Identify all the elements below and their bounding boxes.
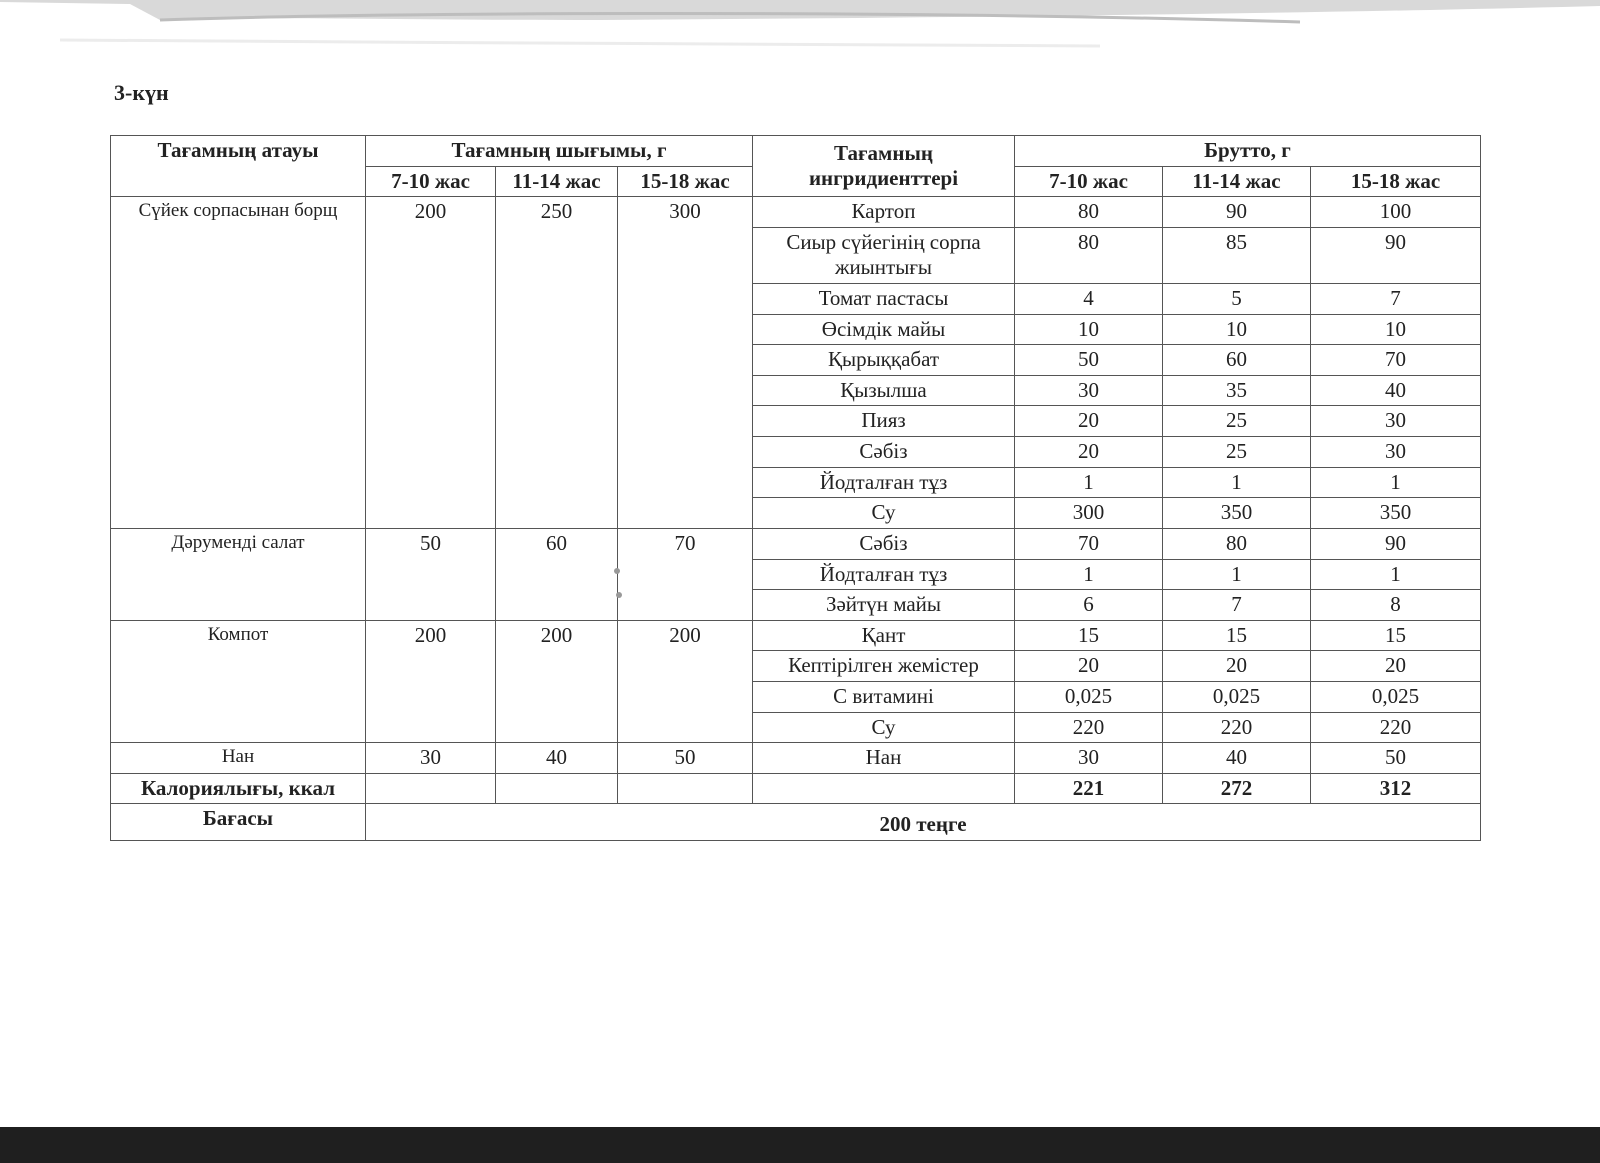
dish-yield: 200 bbox=[366, 620, 496, 742]
ingredient-gross: 8 bbox=[1311, 590, 1481, 621]
ingredient-name: Қызылша bbox=[753, 375, 1015, 406]
ingredient-gross: 20 bbox=[1015, 437, 1163, 468]
ingredient-gross: 4 bbox=[1015, 284, 1163, 315]
price-value: 200 теңге bbox=[366, 804, 1481, 841]
ingredient-name: Су bbox=[753, 712, 1015, 743]
gross-age-15-18: 15-18 жас bbox=[1311, 166, 1481, 197]
ingredient-name: Қант bbox=[753, 620, 1015, 651]
day-title: 3-күн bbox=[114, 80, 169, 105]
price-label: Бағасы bbox=[111, 804, 366, 841]
ingredient-name: Сиыр сүйегінің сорпа жиынтығы bbox=[753, 227, 1015, 283]
ingredient-name: Йодталған тұз bbox=[753, 559, 1015, 590]
ingredient-name: Пияз bbox=[753, 406, 1015, 437]
dish-yield: 50 bbox=[618, 743, 753, 774]
table-row bbox=[111, 197, 1481, 228]
ingredient-gross: 10 bbox=[1311, 314, 1481, 345]
dish-name: Сүйек сорпасынан борщ bbox=[111, 197, 366, 529]
ingredient-gross: 1 bbox=[1015, 559, 1163, 590]
ingredient-gross: 7 bbox=[1163, 590, 1311, 621]
ingredient-gross: 15 bbox=[1311, 620, 1481, 651]
header-row-1 bbox=[111, 136, 1481, 167]
table-row bbox=[111, 743, 1481, 774]
dish-yield: 50 bbox=[366, 528, 496, 620]
yield-age-11-14: 11-14 жас bbox=[496, 166, 618, 197]
ingredient-gross: 0,025 bbox=[1163, 681, 1311, 712]
ingredient-gross: 80 bbox=[1015, 197, 1163, 228]
ingredient-gross: 100 bbox=[1311, 197, 1481, 228]
dish-yield: 40 bbox=[496, 743, 618, 774]
calories-row bbox=[111, 773, 1481, 804]
ingredient-name: Сәбіз bbox=[753, 437, 1015, 468]
ingredient-gross: 30 bbox=[1311, 437, 1481, 468]
ingredient-gross: 30 bbox=[1311, 406, 1481, 437]
ingredient-gross: 1 bbox=[1015, 467, 1163, 498]
dish-name-header: Тағамның атауы bbox=[111, 136, 366, 197]
calories-empty bbox=[753, 773, 1015, 804]
calories-empty bbox=[366, 773, 496, 804]
ingredient-gross: 220 bbox=[1311, 712, 1481, 743]
scan-bottom-edge bbox=[0, 1127, 1600, 1163]
scan-top-edge bbox=[0, 0, 1600, 60]
ingredient-gross: 20 bbox=[1015, 406, 1163, 437]
menu-table bbox=[110, 135, 1481, 841]
ingredient-gross: 85 bbox=[1163, 227, 1311, 283]
ingredient-gross: 220 bbox=[1015, 712, 1163, 743]
ingredient-gross: 5 bbox=[1163, 284, 1311, 315]
table-row bbox=[111, 528, 1481, 559]
ingredient-name: Өсімдік майы bbox=[753, 314, 1015, 345]
ingredient-gross: 80 bbox=[1163, 528, 1311, 559]
ingredient-gross: 1 bbox=[1163, 559, 1311, 590]
ingredient-gross: 1 bbox=[1163, 467, 1311, 498]
gross-header: Брутто, г bbox=[1015, 136, 1481, 167]
ingredient-gross: 80 bbox=[1015, 227, 1163, 283]
ingredient-gross: 25 bbox=[1163, 406, 1311, 437]
ingredient-name: Нан bbox=[753, 743, 1015, 774]
ingredient-gross: 1 bbox=[1311, 559, 1481, 590]
ingredient-gross: 10 bbox=[1163, 314, 1311, 345]
ingredient-gross: 25 bbox=[1163, 437, 1311, 468]
dish-yield: 250 bbox=[496, 197, 618, 529]
ingredient-gross: 50 bbox=[1311, 743, 1481, 774]
ingredient-gross: 0,025 bbox=[1015, 681, 1163, 712]
dish-yield: 200 bbox=[618, 620, 753, 742]
ingredient-name: С витамині bbox=[753, 681, 1015, 712]
ingredient-gross: 30 bbox=[1015, 375, 1163, 406]
calories-empty bbox=[618, 773, 753, 804]
ingredient-name: Кептірілген жемістер bbox=[753, 651, 1015, 682]
ingredient-gross: 30 bbox=[1015, 743, 1163, 774]
calories-label: Калориялығы, ккал bbox=[111, 773, 366, 804]
calories-7-10: 221 bbox=[1015, 773, 1163, 804]
ingredient-gross: 1 bbox=[1311, 467, 1481, 498]
ingredient-gross: 35 bbox=[1163, 375, 1311, 406]
dish-yield: 70 bbox=[618, 528, 753, 620]
ingredient-gross: 90 bbox=[1163, 197, 1311, 228]
ingredient-name: Зәйтүн майы bbox=[753, 590, 1015, 621]
ingredient-name: Томат пастасы bbox=[753, 284, 1015, 315]
ingredient-gross: 350 bbox=[1163, 498, 1311, 529]
ingredient-gross: 50 bbox=[1015, 345, 1163, 376]
dish-name: Компот bbox=[111, 620, 366, 742]
dish-yield: 300 bbox=[618, 197, 753, 529]
ingredient-name: Қырыққабат bbox=[753, 345, 1015, 376]
gross-age-7-10: 7-10 жас bbox=[1015, 166, 1163, 197]
calories-15-18: 312 bbox=[1311, 773, 1481, 804]
dish-yield: 200 bbox=[366, 197, 496, 529]
ingredient-gross: 40 bbox=[1163, 743, 1311, 774]
ingredient-gross: 15 bbox=[1015, 620, 1163, 651]
dish-name: Дәруменді салат bbox=[111, 528, 366, 620]
ingredient-gross: 90 bbox=[1311, 528, 1481, 559]
ingredient-gross: 6 bbox=[1015, 590, 1163, 621]
ingredient-name: Су bbox=[753, 498, 1015, 529]
calories-empty bbox=[496, 773, 618, 804]
yield-header: Тағамның шығымы, г bbox=[366, 136, 753, 167]
ingredient-gross: 300 bbox=[1015, 498, 1163, 529]
ingredient-gross: 220 bbox=[1163, 712, 1311, 743]
dish-yield: 200 bbox=[496, 620, 618, 742]
ingredients-header: Тағамның ингридиенттері bbox=[753, 136, 1015, 197]
ingredient-gross: 60 bbox=[1163, 345, 1311, 376]
ingredient-gross: 15 bbox=[1163, 620, 1311, 651]
ingredient-gross: 20 bbox=[1163, 651, 1311, 682]
ingredient-gross: 70 bbox=[1311, 345, 1481, 376]
ingredient-gross: 90 bbox=[1311, 227, 1481, 283]
menu-body bbox=[111, 197, 1481, 774]
ingredient-gross: 20 bbox=[1015, 651, 1163, 682]
ingredient-gross: 70 bbox=[1015, 528, 1163, 559]
ingredient-gross: 350 bbox=[1311, 498, 1481, 529]
ingredient-gross: 40 bbox=[1311, 375, 1481, 406]
dish-yield: 30 bbox=[366, 743, 496, 774]
calories-11-14: 272 bbox=[1163, 773, 1311, 804]
ingredient-name: Сәбіз bbox=[753, 528, 1015, 559]
ingredient-name: Йодталған тұз bbox=[753, 467, 1015, 498]
ingredient-gross: 20 bbox=[1311, 651, 1481, 682]
ingredient-gross: 0,025 bbox=[1311, 681, 1481, 712]
table-row bbox=[111, 620, 1481, 651]
scan-speck bbox=[616, 592, 622, 598]
gross-age-11-14: 11-14 жас bbox=[1163, 166, 1311, 197]
scan-speck bbox=[614, 568, 620, 574]
ingredient-name: Картоп bbox=[753, 197, 1015, 228]
dish-yield: 60 bbox=[496, 528, 618, 620]
ingredient-gross: 10 bbox=[1015, 314, 1163, 345]
ingredient-gross: 7 bbox=[1311, 284, 1481, 315]
price-row bbox=[111, 804, 1481, 841]
dish-name: Нан bbox=[111, 743, 366, 774]
yield-age-7-10: 7-10 жас bbox=[366, 166, 496, 197]
yield-age-15-18: 15-18 жас bbox=[618, 166, 753, 197]
